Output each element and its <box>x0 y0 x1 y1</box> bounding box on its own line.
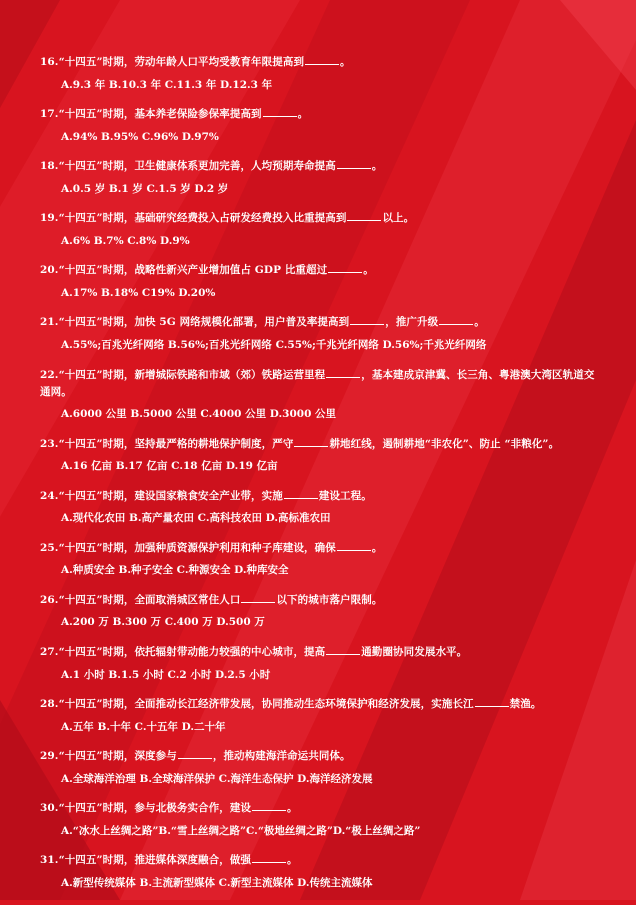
answer-options: A.9.3 年 B.10.3 年 C.11.3 年 D.12.3 年 <box>61 78 273 91</box>
question-text: 27.“十四五”时期，依托辐射带动能力较强的中心城市，提高 通勤圈协同发展水平。 <box>40 646 468 659</box>
answer-options: A.全球海洋治理 B.全球海洋保护 C.海洋生态保护 D.海洋经济发展 <box>61 772 373 785</box>
question-29 <box>40 748 600 788</box>
question-24 <box>40 488 600 528</box>
question-27 <box>40 644 600 684</box>
answer-options: A.16 亿亩 B.17 亿亩 C.18 亿亩 D.19 亿亩 <box>61 460 278 473</box>
question-text: 30.“十四五”时期，参与北极务实合作，建设 。 <box>40 802 298 815</box>
question-text: 21.“十四五”时期，加快 5G 网络规模化部署，用户普及率提高到 ，推广升级 。 <box>40 316 485 329</box>
answer-options: A.五年 B.十年 C.十五年 D.二十年 <box>61 720 226 733</box>
question-text: 17.“十四五”时期，基本养老保险参保率提高到 。 <box>40 108 309 121</box>
answer-options: A.6% B.7% C.8% D.9% <box>61 234 190 247</box>
answer-blank <box>284 488 318 499</box>
answer-options: A.种质安全 B.种子安全 C.种源安全 D.种库安全 <box>61 564 289 577</box>
question-text: 19.“十四五”时期，基础研究经费投入占研发经费投入比重提高到 以上。 <box>40 212 415 225</box>
question-text: 22.“十四五”时期，新增城际铁路和市域（郊）铁路运营里程 ，基本建成京津冀、长三角、粤港澳大湾区轨道交通网。 <box>40 368 595 398</box>
question-list <box>40 54 600 905</box>
answer-blank <box>241 592 275 603</box>
question-22 <box>40 367 600 424</box>
question-31 <box>40 852 600 892</box>
answer-blank <box>252 852 286 863</box>
answer-blank <box>337 158 371 169</box>
question-25 <box>40 540 600 580</box>
answer-options: A.现代化农田 B.高产量农田 C.高科技农田 D.高标准农田 <box>61 512 331 525</box>
answer-options: A.6000 公里 B.5000 公里 C.4000 公里 D.3000 公里 <box>61 408 337 421</box>
question-text: 28.“十四五”时期，全面推动长江经济带发展，协同推动生态环境保护和经济发展，实施长江 禁渔。 <box>40 698 542 711</box>
answer-options: A.0.5 岁 B.1 岁 C.1.5 岁 D.2 岁 <box>61 182 229 195</box>
answer-blank <box>305 54 339 65</box>
answer-options: A.“冰水上丝绸之路”B.“雪上丝绸之路”C.“极地丝绸之路”D.“极上丝绸之路” <box>61 824 421 837</box>
answer-options: A.17% B.18% C19% D.20% <box>61 286 216 299</box>
question-text: 20.“十四五”时期，战略性新兴产业增加值占 GDP 比重超过 。 <box>40 264 374 277</box>
question-18 <box>40 158 600 198</box>
answer-blank <box>328 262 362 273</box>
answer-blank <box>337 540 371 551</box>
answer-blank <box>326 644 360 655</box>
question-19 <box>40 210 600 250</box>
question-23 <box>40 436 600 476</box>
answer-options: A.新型传统媒体 B.主流新型媒体 C.新型主流媒体 D.传统主流媒体 <box>61 876 373 889</box>
question-text: 31.“十四五”时期，推进媒体深度融合，做强 。 <box>40 854 298 867</box>
question-20 <box>40 262 600 302</box>
question-21 <box>40 314 600 354</box>
question-text: 18.“十四五”时期，卫生健康体系更加完善，人均预期寿命提高 。 <box>40 160 383 173</box>
answer-blank <box>294 436 328 447</box>
question-text: 16.“十四五”时期，劳动年龄人口平均受教育年限提高到 。 <box>40 56 351 68</box>
question-30 <box>40 800 600 840</box>
answer-blank <box>475 696 509 707</box>
question-text: 26.“十四五”时期，全面取消城区常住人口 以下的城市落户限制。 <box>40 593 383 606</box>
question-17 <box>40 106 600 146</box>
answer-options: A.200 万 B.300 万 C.400 万 D.500 万 <box>61 616 265 629</box>
question-text: 23.“十四五”时期，坚持最严格的耕地保护制度，严守 耕地红线，遏制耕地“非农化”、防止 “非粮化”。 <box>40 437 560 450</box>
question-text: 29.“十四五”时期，深度参与 ，推动构建海洋命运共同体。 <box>40 750 351 763</box>
question-16 <box>40 54 600 94</box>
question-text: 25.“十四五”时期，加强种质资源保护利用和种子库建设，确保 。 <box>40 541 383 554</box>
answer-options: A.1 小时 B.1.5 小时 C.2 小时 D.2.5 小时 <box>61 668 271 681</box>
question-text: 24.“十四五”时期，建设国家粮食安全产业带，实施 建设工程。 <box>40 489 372 502</box>
answer-options: A.55%;百兆光纤网络 B.56%;百兆光纤网络 C.55%;千兆光纤网络 D.56%;千兆光纤网络 <box>61 338 487 351</box>
answer-options: A.94% B.95% C.96% D.97% <box>61 130 219 143</box>
answer-blank <box>350 314 384 325</box>
question-28 <box>40 696 600 736</box>
answer-blank <box>252 800 286 811</box>
answer-blank <box>439 314 473 325</box>
answer-blank <box>178 748 212 759</box>
answer-blank <box>263 106 297 117</box>
answer-blank <box>347 210 381 221</box>
question-26 <box>40 592 600 632</box>
answer-blank <box>326 367 360 378</box>
